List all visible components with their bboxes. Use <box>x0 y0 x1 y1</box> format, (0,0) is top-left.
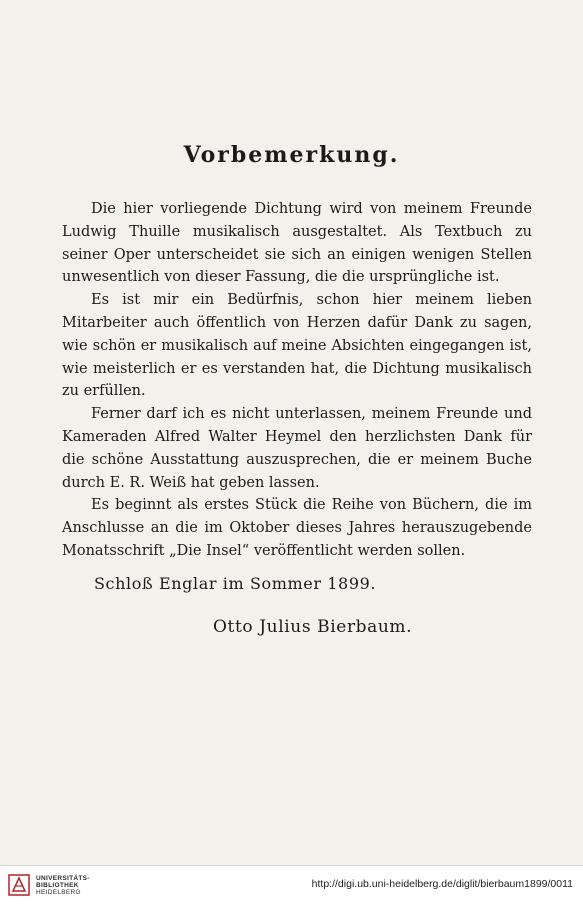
footer-bar <box>0 865 583 906</box>
library-seal-icon <box>8 874 30 896</box>
logo-line-2: BIBLIOTHEK <box>36 881 79 889</box>
signature: Otto Julius Bierbaum. <box>213 617 413 637</box>
page-title: Vorbemerkung. <box>183 142 400 168</box>
body-text <box>62 198 532 563</box>
paragraph-3: Ferner darf ich es nicht unterlassen, meinem Freunde und Kameraden Alfred Walter Heymel den herzlichsten Dank für die schöne Ausstattung auszusprechen, die er meinem Buche durch E. R. Weiß hat geben lassen. <box>62 406 532 491</box>
closing-line: Schloß Englar im Sommer 1899. <box>94 574 377 593</box>
paragraph-1: Die hier vorliegende Dichtung wird von meinem Freunde Ludwig Thuille musikalisch ausgestaltet. Als Textbuch zu seiner Oper unterscheidet sie sich an einigen wenigen Stellen unwesentlich von dieser Fassung, die die ursprüngliche ist. <box>62 201 532 286</box>
paragraph-4: Es beginnt als erstes Stück die Reihe von Büchern, die im Anschlusse an die im Oktober dieses Jahres herauszugebende Monatsschrift „Die Insel“ veröffentlicht werden sollen. <box>62 497 532 559</box>
library-name <box>36 875 90 896</box>
source-url-link[interactable]: http://digi.ub.uni-heidelberg.de/diglit/bierbaum1899/0011 <box>311 878 573 890</box>
logo-line-3: HEIDELBERG <box>36 888 81 896</box>
logo-line-1: UNIVERSITÄTS- <box>36 874 90 882</box>
paragraph-2: Es ist mir ein Bedürfnis, schon hier meinem lieben Mitarbeiter auch öffentlich von Herzen dafür Dank zu sagen, wie schön er musikalisch auf meine Absichten eingegangen ist, wie meisterlich er es verstanden hat, die Dichtung musikalisch zu erfüllen. <box>62 292 532 400</box>
library-logo-link[interactable] <box>8 874 90 896</box>
